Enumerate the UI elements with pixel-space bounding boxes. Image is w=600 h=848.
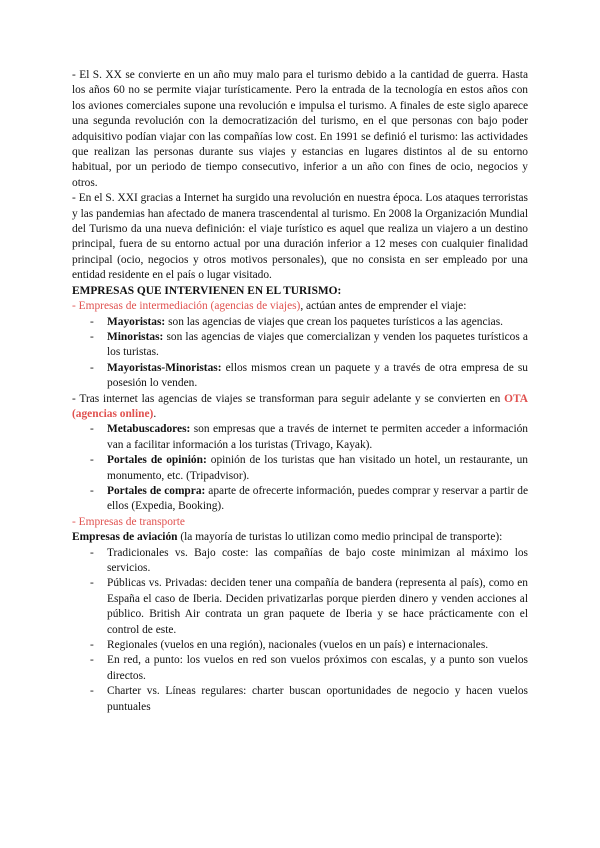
list-item (72, 330, 528, 361)
list-item (72, 315, 528, 330)
list-item-term: Metabuscadores: (107, 423, 191, 436)
intermediacion-list (72, 315, 528, 392)
list-item: - En red, a punto: los vuelos en red son vuelos próximos con escalas, y a punto son vuelos directos. (72, 653, 528, 684)
list-item: - Charter vs. Líneas regulares: charter buscan oportunidades de negocio y hacen vuelos puntuales (72, 684, 528, 715)
ota-line (72, 392, 528, 423)
list-item (72, 361, 528, 392)
list-item-text: son empresas que a través de internet te permiten acceder a información van a facilitar información a los turistas (Trivago, Kayak). (107, 423, 528, 451)
paragraph-siglo-xx: - El S. XX se convierte en un año muy malo para el turismo debido a la cantidad de guerra. Hasta los años 60 no se permite viajar turísticamente. Pero la entrada de la tecnología en estos años con los aviones comerciales supone una revolución e impulsa el turismo. A finales de este siglo aparece una segunda revolución con la democratización del turismo, en el que personas con bajo poder adquisitivo podían viajar con las compañías low cost. En 1991 se definió el turismo: las actividades que realizan las personas durante sus viajes y estancias en lugares distintos al de su entorno habitual, por un periodo de tiempo consecutivo, inferior a un año con fines de ocio, negocios y otros. (72, 69, 528, 189)
list-item-text: aparte de ofrecerte información, puedes comprar y reservar a partir de ellos (Expedia, Booking). (107, 484, 528, 513)
aviacion-term: Empresas de aviación (72, 531, 178, 544)
list-item-term: Portales de compra: (107, 484, 206, 497)
list-item: - Tradicionales vs. Bajo coste: las compañías de bajo coste minimizan al máximo los servicios. (72, 546, 528, 577)
intermediacion-intro: , actúan antes de emprender el viaje: (300, 300, 467, 313)
list-item (72, 453, 528, 484)
list-item-text: ellos mismos crean un paquete y a través de otra empresa de su posesión lo venden. (107, 361, 528, 390)
ota-suffix: . (153, 407, 157, 420)
intermediacion-line (72, 299, 528, 314)
section-heading: EMPRESAS QUE INTERVIENEN EN EL TURISMO: (72, 284, 342, 297)
list-item (72, 422, 528, 453)
list-item-text: opinión de los turistas que han visitado un hotel, un restaurante, un monumento, etc. (Tripadvisor). (107, 454, 528, 482)
ota-list (72, 422, 528, 514)
list-item-term: Minoristas: (107, 330, 164, 343)
aviacion-line (72, 530, 528, 545)
transporte-title: - Empresas de transporte (72, 515, 185, 528)
list-item (72, 484, 528, 515)
aviacion-text: (la mayoría de turistas lo utilizan como medio principal de transporte): (177, 531, 503, 544)
ota-prefix: - Tras internet las agencias de viajes se transforman para seguir adelante y se convierten en (72, 392, 505, 405)
list-item: - Públicas vs. Privadas: deciden tener una compañía de bandera (representa al país), como en España el caso de Iberia. Deciden privatizarlas porque pierden dinero y venden acciones al público. British Air contrata un gran paquete de Iberia y se hace prácticamente con el control de este. (72, 576, 528, 638)
list-item: - Regionales (vuelos en una región), nacionales (vuelos en un país) e internacionales. (72, 638, 528, 653)
list-item-term: Portales de opinión: (107, 454, 207, 467)
paragraph-siglo-xxi: - En el S. XXI gracias a Internet ha surgido una revolución en nuestra época. Los ataques terroristas y las pandemias han afectado de manera trascendental al turismo. En 2008 la Organización Mundial del Turismo da una nueva definición: el viaje turístico es aquel que realiza un viajero a un destino principal, fuera de su entorno actual por una duración inferior a 12 meses con cualquier finalidad principal (ocio, negocios y otros motivos personales), que no consista en ser empleado por una entidad residente en el país o lugar visitado. (72, 192, 528, 282)
intermediacion-title: - Empresas de intermediación (agencias de viajes) (72, 300, 301, 313)
list-item-text: son las agencias de viajes que comercializan y venden los paquetes turísticos a los turistas. (107, 330, 528, 359)
list-item-term: Mayoristas-Minoristas: (107, 361, 222, 374)
aviacion-list (72, 546, 528, 715)
ota-term: OTA (agencias online) (72, 392, 528, 420)
list-item-text: son las agencias de viajes que crean los paquetes turísticos a las agencias. (165, 315, 504, 328)
list-item-term: Mayoristas: (107, 315, 166, 328)
